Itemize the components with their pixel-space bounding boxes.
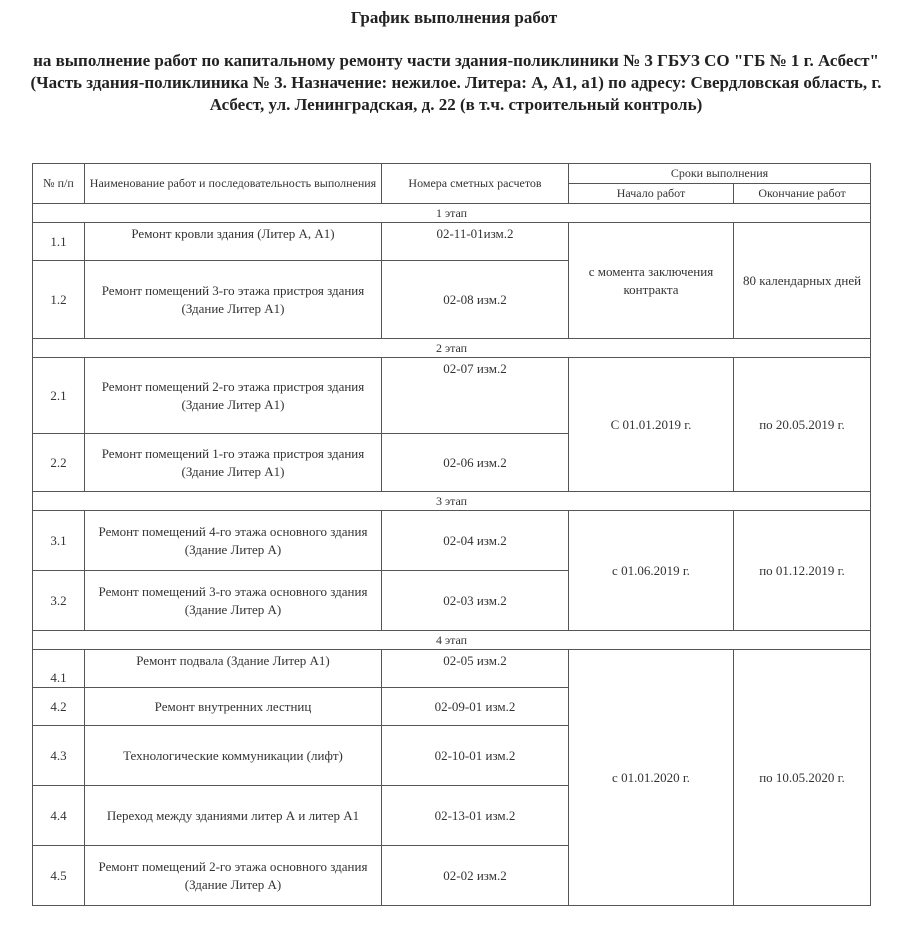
row-number: 4.4 <box>33 786 85 846</box>
row-estimate: 02-13-01 изм.2 <box>382 786 569 846</box>
header-start: Начало работ <box>569 184 734 204</box>
row-estimate: 02-04 изм.2 <box>382 511 569 571</box>
stage-label: 1 этап <box>33 204 871 223</box>
row-work-name: Ремонт помещений 2-го этажа пристроя здания (Здание Литер А1) <box>85 358 382 434</box>
stage-end-date: по 01.12.2019 г. <box>734 511 871 631</box>
row-number: 3.2 <box>33 571 85 631</box>
row-estimate: 02-10-01 изм.2 <box>382 726 569 786</box>
stage-start-date: с 01.01.2020 г. <box>569 650 734 906</box>
row-number: 4.5 <box>33 846 85 906</box>
row-number: 1.1 <box>33 223 85 261</box>
header-number: № п/п <box>33 164 85 204</box>
row-work-name: Ремонт помещений 4-го этажа основного здания (Здание Литер А) <box>85 511 382 571</box>
stage-row <box>33 204 871 223</box>
row-number: 4.1 <box>33 650 85 688</box>
document-title: График выполнения работ <box>350 8 558 27</box>
row-work-name: Ремонт помещений 3-го этажа пристроя здания (Здание Литер А1) <box>85 261 382 339</box>
row-estimate: 02-07 изм.2 <box>382 358 569 434</box>
stage-label: 3 этап <box>33 492 871 511</box>
table-row <box>33 650 871 688</box>
row-work-name: Ремонт помещений 1-го этажа пристроя здания (Здание Литер А1) <box>85 434 382 492</box>
stage-row <box>33 492 871 511</box>
table-row <box>33 223 871 261</box>
table-row <box>33 358 871 434</box>
row-estimate: 02-03 изм.2 <box>382 571 569 631</box>
header-estimates: Номера сметных расчетов <box>382 164 569 204</box>
document-subtitle: на выполнение работ по капитальному ремонту части здания-поликлиники № 3 ГБУЗ СО "ГБ № 1 г. Асбест" (Часть здания-поликлиника № 3. Назначение: нежилое. Литера: А, А1, а1) по адресу: Свердловская область, г. Асбест, ул. Ленинградская, д. 22 (в т.ч. строительный контроль) <box>30 51 882 114</box>
row-work-name: Ремонт помещений 3-го этажа основного здания (Здание Литер А) <box>85 571 382 631</box>
row-work-name: Технологические коммуникации (лифт) <box>85 726 382 786</box>
row-estimate: 02-02 изм.2 <box>382 846 569 906</box>
row-number: 2.2 <box>33 434 85 492</box>
stage-start-date: С 01.01.2019 г. <box>569 358 734 492</box>
row-number: 1.2 <box>33 261 85 339</box>
stage-label: 2 этап <box>33 339 871 358</box>
row-estimate: 02-08 изм.2 <box>382 261 569 339</box>
row-number: 4.2 <box>33 688 85 726</box>
stage-row <box>33 631 871 650</box>
row-estimate: 02-06 изм.2 <box>382 434 569 492</box>
row-work-name: Ремонт внутренних лестниц <box>85 688 382 726</box>
row-estimate: 02-09-01 изм.2 <box>382 688 569 726</box>
header-deadlines: Сроки выполнения <box>569 164 871 184</box>
stage-start-date: с момента заключения контракта <box>569 223 734 339</box>
stage-label: 4 этап <box>33 631 871 650</box>
row-work-name: Ремонт помещений 2-го этажа основного здания (Здание Литер А) <box>85 846 382 906</box>
row-number: 2.1 <box>33 358 85 434</box>
row-work-name: Переход между зданиями литер А и литер А1 <box>85 786 382 846</box>
stage-end-date: по 10.05.2020 г. <box>734 650 871 906</box>
header-end: Окончание работ <box>734 184 871 204</box>
row-number: 3.1 <box>33 511 85 571</box>
stage-start-date: с 01.06.2019 г. <box>569 511 734 631</box>
row-work-name: Ремонт кровли здания (Литер А, А1) <box>85 223 382 261</box>
row-work-name: Ремонт подвала (Здание Литер А1) <box>85 650 382 688</box>
header-name: Наименование работ и последовательность выполнения <box>85 164 382 204</box>
row-estimate: 02-05 изм.2 <box>382 650 569 688</box>
row-estimate: 02-11-01изм.2 <box>382 223 569 261</box>
stage-end-date: по 20.05.2019 г. <box>734 358 871 492</box>
table-row <box>33 511 871 571</box>
work-schedule-table <box>32 163 871 906</box>
stage-end-date: 80 календарных дней <box>734 223 871 339</box>
row-number: 4.3 <box>33 726 85 786</box>
stage-row <box>33 339 871 358</box>
